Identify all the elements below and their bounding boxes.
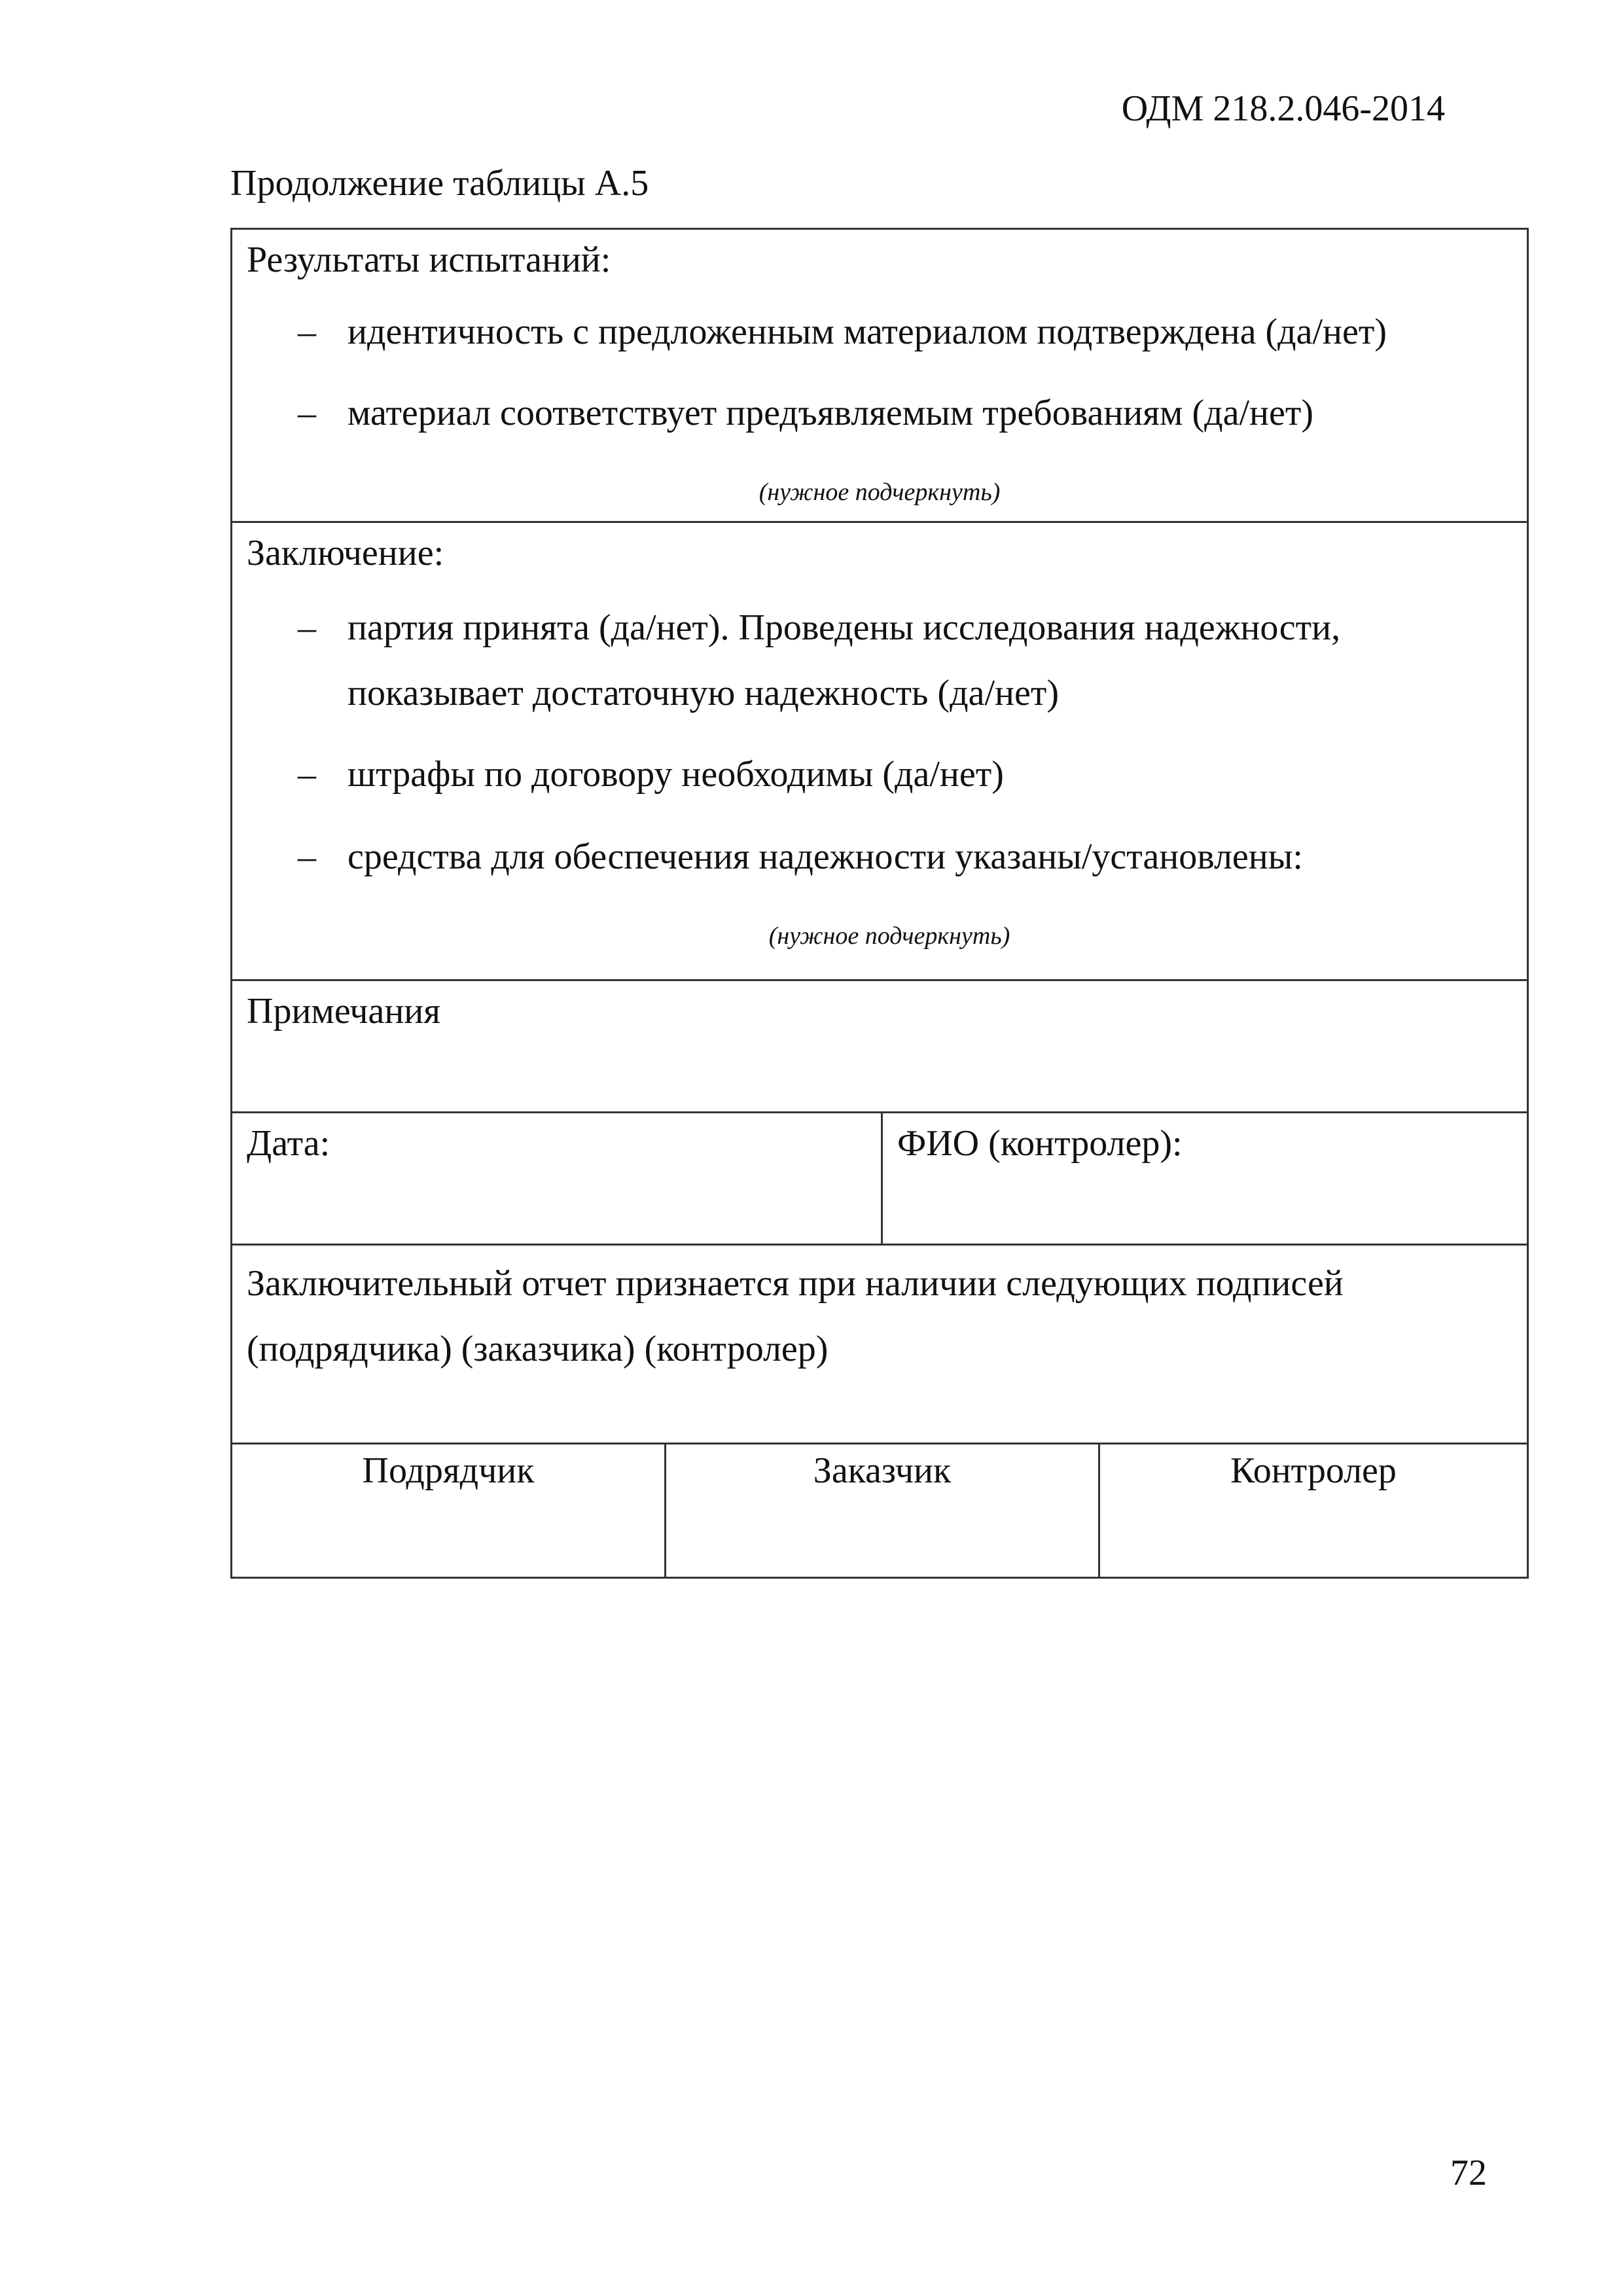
inspector-label: ФИО (контролер): bbox=[897, 1123, 1183, 1164]
notes-row bbox=[232, 981, 1527, 1113]
dash-bullet: – bbox=[298, 607, 316, 648]
results-row bbox=[232, 230, 1527, 523]
conclusion-label: Заключение: bbox=[247, 533, 444, 573]
conclusion-underline-note: (нужное подчеркнуть) bbox=[768, 922, 1010, 950]
dash-bullet: – bbox=[298, 836, 316, 877]
date-cell bbox=[232, 1113, 883, 1244]
inspector-cell bbox=[883, 1113, 1527, 1244]
results-item-text: идентичность с предложенным материалом подтверждена (да/нет) bbox=[348, 312, 1387, 352]
dash-bullet: – bbox=[298, 754, 316, 795]
results-item-text: материал соответствует предъявляемым требованиям (да/нет) bbox=[348, 393, 1313, 433]
conclusion-item-text: средства для обеспечения надежности указаны/установлены: bbox=[348, 836, 1303, 877]
page-number: 72 bbox=[1450, 2153, 1487, 2193]
final-report-text: Заключительный отчет признается при наличии следующих подписей (подрядчика) (заказчика) (контролер) bbox=[247, 1263, 1344, 1369]
results-underline-note: (нужное подчеркнуть) bbox=[758, 478, 1001, 506]
results-label: Результаты испытаний: bbox=[247, 240, 611, 280]
signatures-row bbox=[232, 1444, 1527, 1577]
results-item-identity bbox=[298, 299, 1507, 365]
conclusion-item-text: партия принята (да/нет). Проведены исследования надежности, показывает достаточную надежность (да/нет) bbox=[348, 607, 1341, 713]
final-report-row bbox=[232, 1246, 1527, 1444]
contractor-signature-cell: Подрядчик bbox=[232, 1444, 666, 1577]
dash-bullet: – bbox=[298, 312, 316, 352]
notes-label: Примечания bbox=[247, 991, 441, 1031]
inspector-signature-cell: Контролер bbox=[1230, 1450, 1397, 1491]
conclusion-item-means bbox=[298, 824, 1507, 889]
results-item-compliance bbox=[298, 380, 1507, 446]
document-code: ОДМ 218.2.046-2014 bbox=[1121, 88, 1445, 129]
customer-signature-cell: Заказчик bbox=[666, 1444, 1100, 1577]
conclusion-item-batch bbox=[298, 595, 1507, 726]
date-inspector-row bbox=[232, 1113, 1527, 1246]
inspection-form-table bbox=[230, 228, 1529, 1579]
dash-bullet: – bbox=[298, 393, 316, 433]
date-label: Дата: bbox=[247, 1123, 330, 1164]
table-caption: Продолжение таблицы А.5 bbox=[230, 163, 649, 204]
conclusion-row bbox=[232, 523, 1527, 981]
conclusion-item-penalties bbox=[298, 742, 1507, 807]
conclusion-item-text: штрафы по договору необходимы (да/нет) bbox=[348, 754, 1004, 795]
